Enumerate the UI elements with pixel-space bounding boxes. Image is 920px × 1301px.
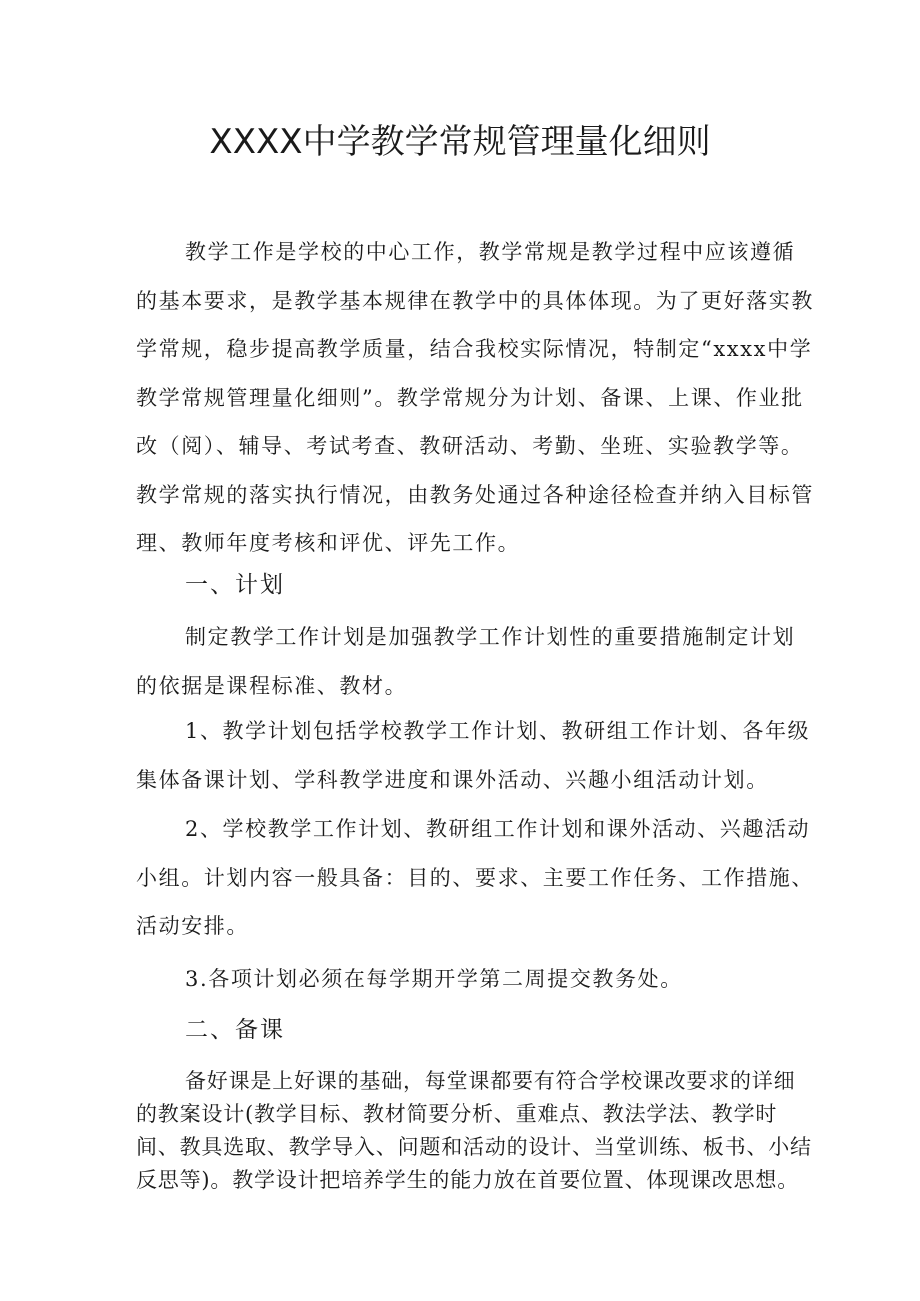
plan-item-2: 2、学校教学工作计划、教研组工作计划和课外活动、兴趣活动小组。计划内容一般具备：目的、要求、主要工作任务、工作措施、活动安排。 <box>136 817 814 938</box>
prep-intro-paragraph: 备好课是上好课的基础，每堂课都要有符合学校课改要求的详细的教案设计(教学目标、教材简要分析、重难点、教法学法、教学时间、教具选取、教学导入、问题和活动的设计、当堂训练、板书、小结反思等)。教学设计把培养学生的能力放在首要位置、体现课改思想。 <box>136 1069 812 1192</box>
intro-paragraph: 教学工作是学校的中心工作，教学常规是教学过程中应该遵循的基本要求，是教学基本规律在教学中的具体体现。为了更好落实教学常规，稳步提高教学质量，结合我校实际情况，特制定“xxxx中学教学常规管理量化细则”。教学常规分为计划、备课、上课、作业批改（阅）、辅导、考试考查、教研活动、考勤、坐班、实验教学等。教学常规的落实执行情况，由教务处通过各种途径检查并纳入目标管理、教师年度考核和评优、评先工作。 <box>136 240 814 555</box>
plan-item-1: 1、教学计划包括学校教学工作计划、教研组工作计划、各年级集体备课计划、学科教学进度和课外活动、兴趣小组活动计划。 <box>136 719 811 792</box>
section-heading-plan: 一、计划 <box>185 572 285 598</box>
plan-intro-paragraph: 制定教学工作计划是加强教学工作计划性的重要措施制定计划的依据是课程标准、教材。 <box>136 625 796 698</box>
document-title: XXXX中学教学常规管理量化细则 <box>209 122 711 162</box>
plan-item-3: 3.各项计划必须在每学期开学第二周提交教务处。 <box>185 967 683 991</box>
section-heading-prep: 二、备课 <box>185 1017 285 1043</box>
